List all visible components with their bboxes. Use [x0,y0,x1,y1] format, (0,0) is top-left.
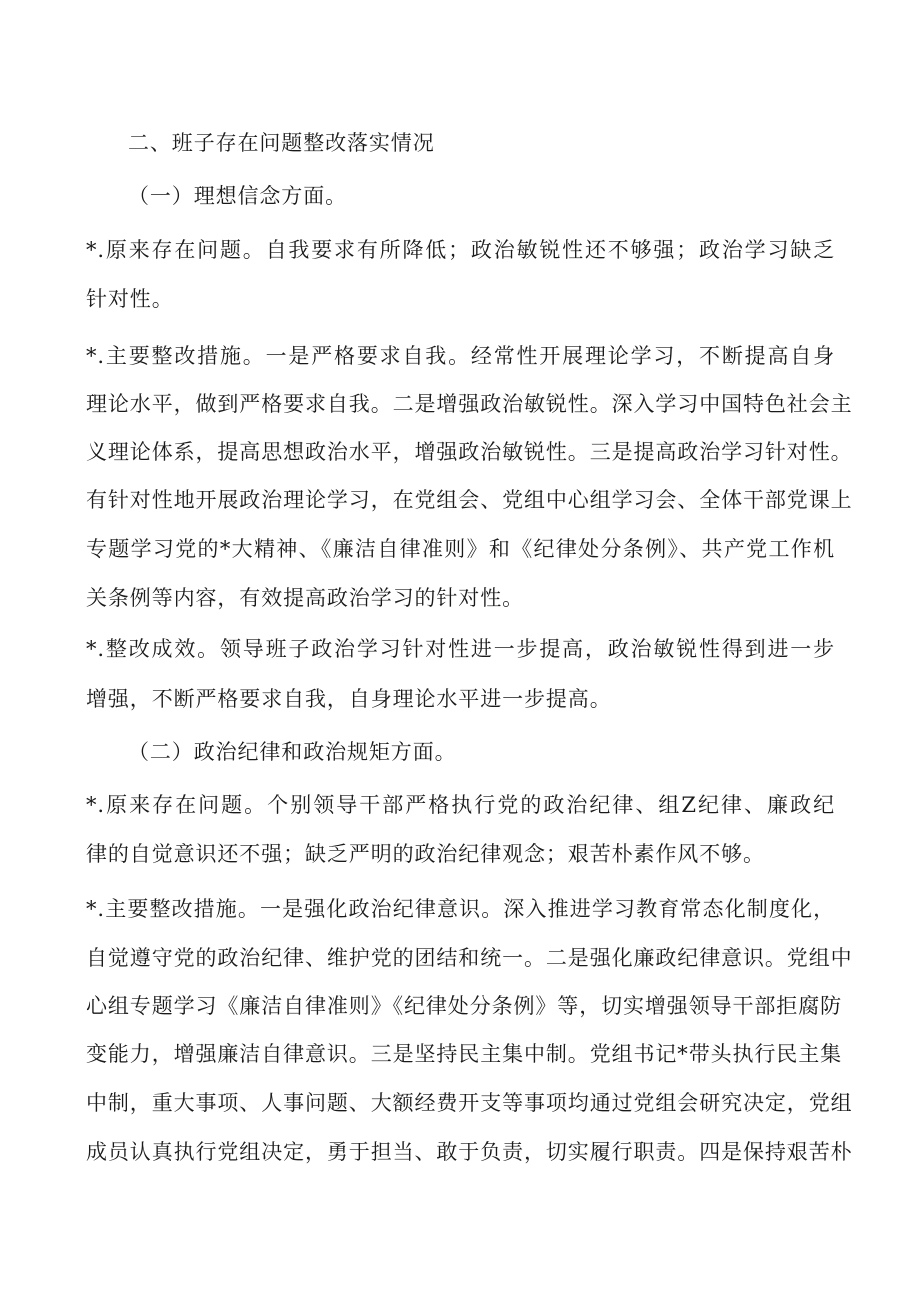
paragraph-line: *.原来存在问题。个别领导干部严格执行党的政治纪律、组Z纪律、廉政纪 [86,793,835,817]
paragraph-line: 自觉遵守党的政治纪律、维护党的团结和统一。二是强化廉政纪律意识。党组中 [86,946,853,970]
paragraph-line: 义理论体系，提高思想政治水平，增强政治敏锐性。三是提高政治学习针对性。 [86,440,853,464]
paragraph-line: 中制，重大事项、人事问题、大额经费开支等事项均通过党组会研究决定，党组 [86,1091,853,1115]
paragraph-line: *.原来存在问题。自我要求有所降低；政治敏锐性还不够强；政治学习缺乏 [86,238,835,262]
paragraph-line: *.整改成效。领导班子政治学习针对性进一步提高，政治敏锐性得到进一步 [86,637,835,661]
section-heading: 二、班子存在问题整改落实情况 [128,131,435,155]
paragraph-line: 有针对性地开展政治理论学习，在党组会、党组中心组学习会、全体干部党课上 [86,488,853,512]
subsection-title-1: （一）理想信念方面。 [128,184,347,208]
subsection-title-2: （二）政治纪律和政治规矩方面。 [128,740,457,764]
paragraph-line: 针对性。 [86,287,174,311]
paragraph-line: *.主要整改措施。一是严格要求自我。经常性开展理论学习，不断提高自身 [86,344,835,368]
paragraph-line: 专题学习党的*大精神、《廉洁自律准则》和《纪律处分条例》、共产党工作机 [86,537,835,561]
paragraph-line: *.主要整改措施。一是强化政治纪律意识。深入推进学习教育常态化制度化， [86,897,835,921]
paragraph-line: 变能力，增强廉洁自律意识。三是坚持民主集中制。党组书记*带头执行民主集 [86,1042,842,1066]
paragraph-line: 增强，不断严格要求自我，自身理论水平进一步提高。 [86,687,612,711]
paragraph-line: 成员认真执行党组决定，勇于担当、敢于负责，切实履行职责。四是保持艰苦朴 [86,1140,853,1164]
paragraph-line: 理论水平，做到严格要求自我。二是增强政治敏锐性。深入学习中国特色社会主 [86,392,853,416]
paragraph-line: 关条例等内容，有效提高政治学习的针对性。 [86,586,524,610]
paragraph-line: 律的自觉意识还不强；缺乏严明的政治纪律观念；艰苦朴素作风不够。 [86,842,765,866]
paragraph-line: 心组专题学习《廉洁自律准则》《纪律处分条例》等，切实增强领导干部拒腐防 [86,994,842,1018]
